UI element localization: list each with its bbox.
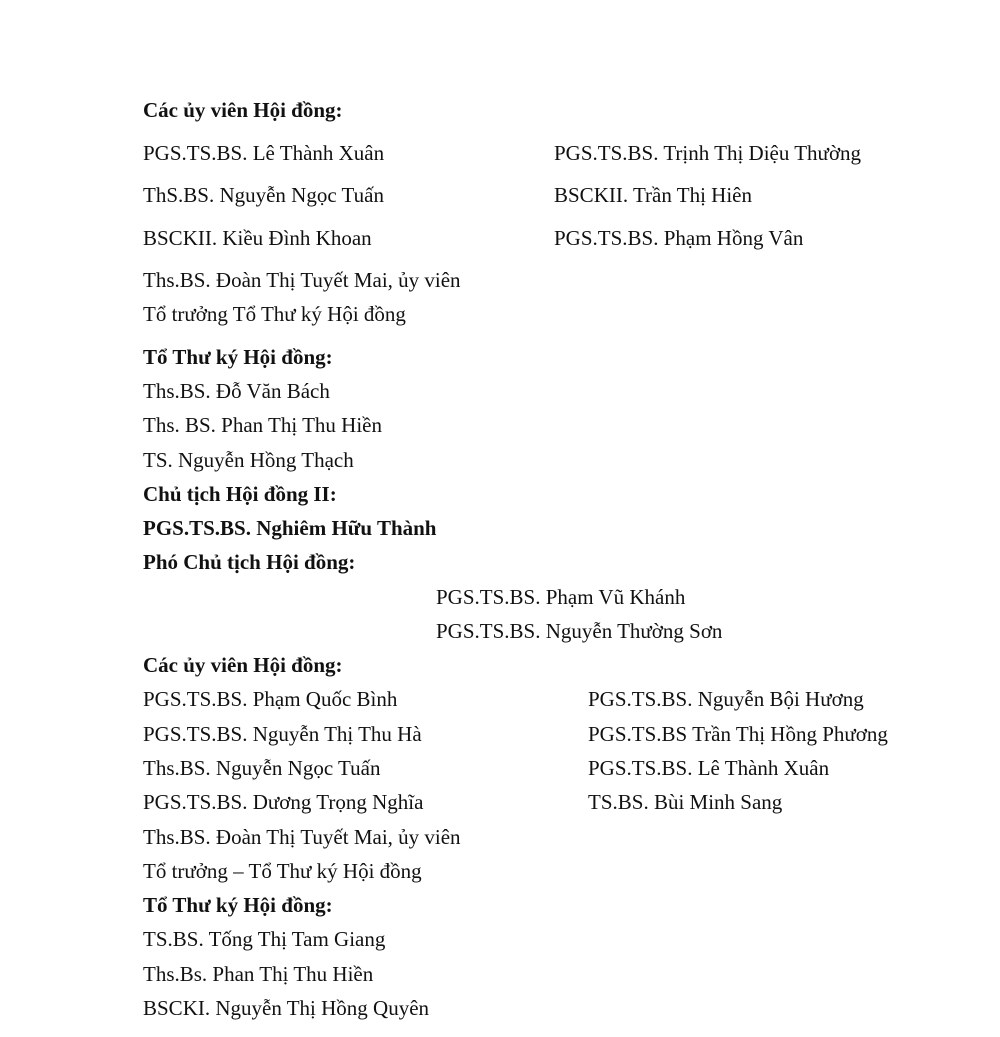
council-two-vice-chair-1: PGS.TS.BS. Phạm Vũ Khánh bbox=[436, 585, 686, 609]
council-one-secretary-1: Ths.BS. Đỗ Văn Bách bbox=[143, 379, 330, 403]
council-two-member-left-2: PGS.TS.BS. Nguyễn Thị Thu Hà bbox=[143, 722, 422, 746]
council-one-secretary-3: TS. Nguyễn Hồng Thạch bbox=[143, 448, 354, 472]
council-one-member-right-2: BSCKII. Trần Thị Hiên bbox=[554, 183, 752, 207]
council-one-member-extra-line1: Ths.BS. Đoàn Thị Tuyết Mai, ủy viên bbox=[143, 268, 461, 292]
council-two-member-right-4: TS.BS. Bùi Minh Sang bbox=[588, 790, 783, 814]
council-two-member-right-3: PGS.TS.BS. Lê Thành Xuân bbox=[588, 756, 830, 780]
council-two-member-right-2: PGS.TS.BS Trần Thị Hồng Phương bbox=[588, 722, 888, 746]
council-one-members-heading: Các ủy viên Hội đồng: bbox=[143, 98, 343, 122]
council-two-member-left-1: PGS.TS.BS. Phạm Quốc Bình bbox=[143, 687, 398, 711]
council-one-member-extra-line2: Tổ trưởng Tổ Thư ký Hội đồng bbox=[143, 302, 406, 326]
council-two-secretary-2: Ths.Bs. Phan Thị Thu Hiền bbox=[143, 962, 374, 986]
council-two-member-extra-line1: Ths.BS. Đoàn Thị Tuyết Mai, ủy viên bbox=[143, 825, 461, 849]
council-two-member-left-3: Ths.BS. Nguyễn Ngọc Tuấn bbox=[143, 756, 381, 780]
council-two-chair-name: PGS.TS.BS. Nghiêm Hữu Thành bbox=[143, 516, 437, 540]
council-one-member-right-1: PGS.TS.BS. Trịnh Thị Diệu Thường bbox=[554, 141, 862, 165]
council-two-member-right-1: PGS.TS.BS. Nguyễn Bội Hương bbox=[588, 687, 864, 711]
council-one-secretary-2: Ths. BS. Phan Thị Thu Hiền bbox=[143, 413, 382, 437]
council-two-members-heading: Các ủy viên Hội đồng: bbox=[143, 653, 343, 677]
council-two-member-extra-line2: Tổ trưởng – Tổ Thư ký Hội đồng bbox=[143, 859, 422, 883]
council-one-member-left-2: ThS.BS. Nguyễn Ngọc Tuấn bbox=[143, 183, 384, 207]
council-two-vice-chair-heading: Phó Chủ tịch Hội đồng: bbox=[143, 550, 356, 574]
council-one-member-left-1: PGS.TS.BS. Lê Thành Xuân bbox=[143, 141, 385, 165]
council-one-member-left-3: BSCKII. Kiều Đình Khoan bbox=[143, 226, 372, 250]
council-two-secretary-3: BSCKI. Nguyễn Thị Hồng Quyên bbox=[143, 996, 430, 1020]
council-two-vice-chair-2: PGS.TS.BS. Nguyễn Thường Sơn bbox=[436, 619, 723, 643]
council-two-secretary-1: TS.BS. Tống Thị Tam Giang bbox=[143, 927, 386, 951]
council-two-secretary-heading: Tổ Thư ký Hội đồng: bbox=[143, 893, 333, 917]
council-two-member-left-4: PGS.TS.BS. Dương Trọng Nghĩa bbox=[143, 790, 424, 814]
council-one-secretary-heading: Tổ Thư ký Hội đồng: bbox=[143, 345, 333, 369]
council-two-chair-heading: Chủ tịch Hội đồng II: bbox=[143, 482, 337, 506]
council-one-member-right-3: PGS.TS.BS. Phạm Hồng Vân bbox=[554, 226, 804, 250]
